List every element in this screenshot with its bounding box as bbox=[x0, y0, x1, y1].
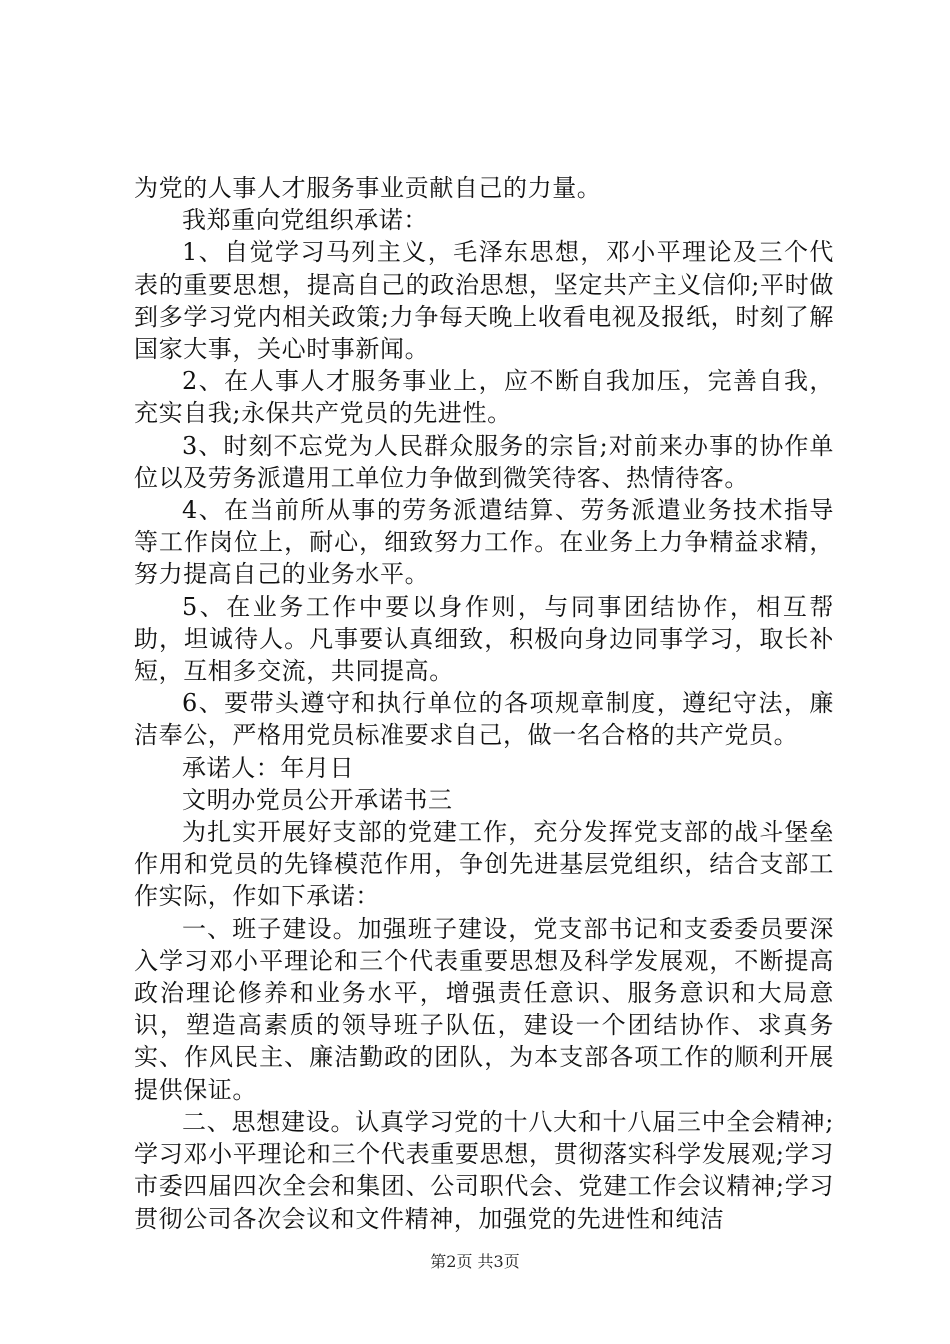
paragraph-pledge-intro: 我郑重向党组织承诺： bbox=[182, 206, 428, 235]
paragraph-item-5: 5、在业务工作中要以身作则，与同事团结协作，相互帮助，坦诚待人。凡事要认真细致，积极向身边同事学习，取长补短，互相多交流，共同提高。 bbox=[134, 592, 834, 686]
paragraph-ideology-building: 二、思想建设。认真学习党的十八大和十八届三中全会精神;学习邓小平理论和三个代表重要思想，贯彻落实科学发展观;学习市委四届四次全会和集团、公司职代会、党建工作会议精神;学习贯彻公司各次会议和文件精神，加强党的先进性和纯洁 bbox=[134, 1107, 834, 1233]
paragraph-item-4: 4、在当前所从事的劳务派遣结算、劳务派遣业务技术指导等工作岗位上，耐心，细致努力工作。在业务上力争精益求精，努力提高自己的业务水平。 bbox=[134, 496, 834, 589]
paragraph-intro: 为扎实开展好支部的党建工作，充分发挥党支部的战斗堡垒作用和党员的先锋模范作用，争创先进基层党组织，结合支部工作实际，作如下承诺： bbox=[134, 818, 834, 911]
paragraph-item-2: 2、在人事人才服务事业上，应不断自我加压，完善自我，充实自我;永保共产党员的先进性。 bbox=[134, 367, 834, 428]
paragraph-item-3: 3、时刻不忘党为人民群众服务的宗旨;对前来办事的协作单位以及劳务派遣用工单位力争做到微笑待客、热情待客。 bbox=[134, 431, 834, 492]
paragraph-signature: 承诺人：年月日 bbox=[182, 753, 355, 782]
paragraph-item-6: 6、要带头遵守和执行单位的各项规章制度，遵纪守法，廉洁奉公，严格用党员标准要求自己，做一名合格的共产党员。 bbox=[134, 689, 834, 750]
paragraph-item-1: 1、自觉学习马列主义，毛泽东思想，邓小平理论及三个代表的重要思想，提高自己的政治思想，坚定共产主义信仰;平时做到多学习党内相关政策;力争每天晚上收看电视及报纸，时刻了解国家大事，关心时事新闻。 bbox=[134, 238, 834, 364]
document-body bbox=[134, 172, 834, 1235]
section-title: 文明办党员公开承诺书三 bbox=[182, 785, 453, 814]
paragraph-continuation: 为党的人事人才服务事业贡献自己的力量。 bbox=[134, 174, 602, 202]
page-footer: 第2页 共3页 bbox=[430, 1252, 520, 1271]
paragraph-team-building: 一、班子建设。加强班子建设，党支部书记和支委委员要深入学习邓小平理论和三个代表重要思想及科学发展观，不断提高政治理论修养和业务水平，增强责任意识、服务意识和大局意识，塑造高素质的领导班子队伍，建设一个团结协作、求真务实、作风民主、廉洁勤政的团队，为本支部各项工作的顺利开展提供保证。 bbox=[134, 914, 834, 1104]
